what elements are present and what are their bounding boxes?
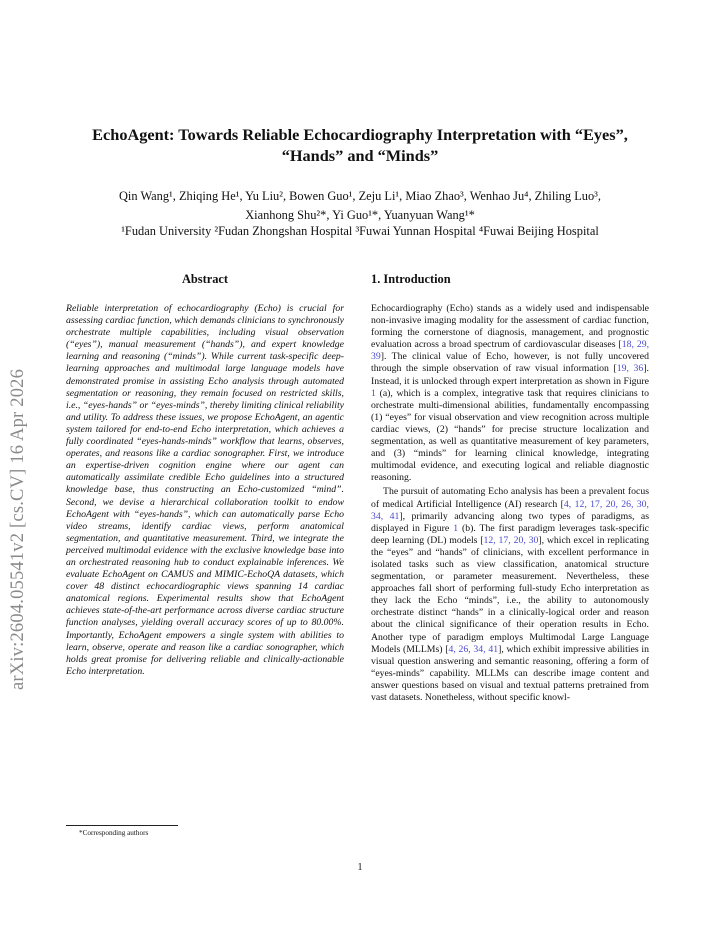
text-span: ], which exhibit impressive abilities in visual question answering and semantic reasoning, offering a form of “eyes-minds” capability. MLLMs can describe image content and answer questions based on visual and textual patterns pretrained from vast datasets. Nonetheless, without specific knowl- [371, 643, 649, 703]
page-number: 1 [357, 862, 363, 873]
citation-link[interactable]: 18, 29, 39 [371, 339, 650, 363]
citation-link[interactable]: 4, 26, 34, 41 [448, 643, 499, 655]
left-column [66, 272, 344, 678]
author-list [60, 187, 660, 225]
text-span: ], primarily advancing along two types of paradigms, as displayed in Figure [371, 510, 650, 534]
text-span: (a), which is a complex, integrative task that requires clinicians to orchestrate multi-dimensional abilities, fundamentally encompassing (1) “eyes” for visual observation and view recognition across multiple cardiac views, (2) “hands” for precise structure localization and segmentation, as well as quantitative measurement of key parameters, and (3) “minds” for learning clinical knowledge, integrating multimodal evidence, and executing logical and reliable diagnostic reasoning. [371, 387, 649, 484]
affiliations: ¹Fudan University ²Fudan Zhongshan Hospital ³Fuwai Yunnan Hospital ⁴Fuwai Beijing Hospital [121, 224, 599, 238]
footnote: *Corresponding authors [79, 829, 149, 837]
right-column [371, 272, 649, 704]
paper-title [60, 124, 660, 166]
figure-link[interactable]: 1 [453, 522, 459, 534]
text-span: (b). The first paradigm leverages task-specific deep learning (DL) models [ [371, 522, 649, 546]
citation-link[interactable]: 19, 36 [616, 363, 644, 375]
text-span: Echocardiography (Echo) stands as a widely used and indispensable non-invasive imaging modality for the assessment of cardiac function, forming the cornerstone of diagnosis, management, and prognostic evaluation across a broad spectrum of cardiovascular diseases [ [371, 303, 649, 351]
text-span: The pursuit of automating Echo analysis has been a prevalent focus of medical Artificial Intelligence (AI) research [ [371, 486, 649, 510]
citation-link[interactable]: 12, 17, 20, 30 [483, 534, 539, 546]
title-line-1: EchoAgent: Towards Reliable Echocardiography Interpretation with “Eyes”, [92, 125, 628, 144]
abstract-heading: Abstract [181, 272, 229, 286]
figure-link[interactable]: 1 [371, 387, 376, 399]
intro-paragraph-1 [371, 303, 649, 484]
arxiv-stamp: arXiv:2604.05541v2 [cs.CV] 16 Apr 2026 [8, 368, 28, 690]
text-span: ], which excel in replicating the “eyes” and “hands” of clinicians, with excellent performance in isolated tasks such as view classification, anatomical structure segmentation, or parameter measurement. Nevertheless, these approaches fall short of performing full-study Echo interpretation as they lack the Echo “minds”, i.e., the ability to autonomously orchestrate distinct “hands” in a clinically-logical order and reason about the clinical significance of their operation results in Echo. Another type of paradigm employs Multimodal Large Language Models (MLLMs) [ [371, 534, 649, 655]
intro-paragraph-2 [371, 486, 649, 704]
authors-line-2: Xianhong Shu²*, Yi Guo¹*, Yuanyuan Wang¹* [245, 208, 475, 222]
title-line-2: “Hands” and “Minds” [281, 146, 439, 165]
abstract-text: Reliable interpretation of echocardiography (Echo) is crucial for assessing cardiac function, which demands clinicians to synchronously orchestrate multiple capabilities, including visual observation (“eyes”), manual measurement (“hands”), and expert knowledge learning and reasoning (“minds”). While current task-specific deep-learning approaches and multimodal large language models have demonstrated promise in assisting Echo analysis through automated segmentation or reasoning, they remain focused on restricted skills, i.e., “eyes-hands” or “eyes-minds”, thereby limiting clinical reliability and utility. To address these issues, we propose EchoAgent, an agentic system tailored for end-to-end Echo interpretation, which achieves a fully coordinated “eyes-hands-minds” workflow that learns, observes, operates, and reasons like a cardiac sonographer. First, we introduce an expertise-driven cognition engine where our agent can automatically assimilate credible Echo guidelines into a structured knowledge base, thus constructing an Echo-customized “mind”. Second, we devise a hierarchical collaboration toolkit to endow EchoAgent with “eyes-hands”, which can automatically parse Echo video streams, identify cardiac views, perform anatomical segmentation, and quantitative measurement. Third, we integrate the perceived multimodal evidence with the exclusive knowledge base into an orchestrated reasoning hub to conduct explainable inferences. We evaluate EchoAgent on CAMUS and MIMIC-EchoQA datasets, which cover 48 distinct echocardiographic views spanning 14 cardiac anatomical regions. Experimental results show that EchoAgent achieves state-of-the-art performance across diverse cardiac structure function analyses, yielding overall accuracy scores of up to 80.00%. Importantly, EchoAgent empowers a single system with abilities to learn, observe, operate and reason like a cardiac sonographer, which holds great promise for delivering reliable and clinically-actionable Echo interpretation. [66, 303, 344, 677]
citation-link[interactable]: 4, 12, 17, 20, 26, 30, 34, 41 [371, 498, 649, 522]
footnote-divider [66, 825, 178, 826]
intro-heading: 1. Introduction [371, 272, 451, 286]
authors-line-1: Qin Wang¹, Zhiqing He¹, Yu Liu², Bowen Guo¹, Zeju Li¹, Miao Zhao³, Wenhao Ju⁴, Zhiling Luo³, [118, 189, 601, 203]
text-span: ]. Instead, it is unlocked through expert interpretation as shown in Figure [371, 363, 649, 387]
text-span: ]. The clinical value of Echo, however, is not fully uncovered through the simple observation of raw visual information [ [371, 351, 649, 375]
